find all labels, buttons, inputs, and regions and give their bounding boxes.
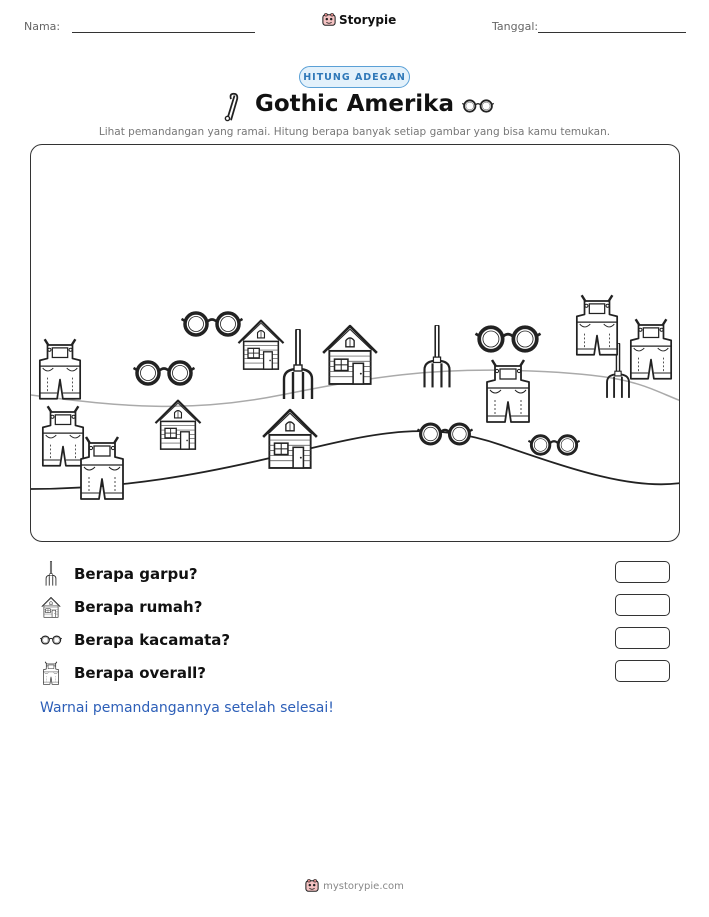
scene-glasses-icon	[475, 327, 540, 350]
brand-name: Storypie	[339, 13, 397, 27]
scene-overalls-icon	[631, 319, 671, 379]
glasses-icon	[462, 98, 494, 114]
instructions: Lihat pemandangan yang ramai. Hitung berapa banyak setiap gambar yang bisa kamu temukan.	[98, 126, 611, 138]
answer-box-overalls[interactable]	[615, 660, 670, 682]
date-label: Tanggal:	[492, 20, 539, 33]
page-title: Gothic Amerika	[255, 91, 454, 117]
answer-box-house[interactable]	[615, 594, 670, 616]
scene-pitchfork-icon	[425, 325, 450, 387]
overalls-icon	[41, 661, 61, 685]
coloring-prompt: Warnai pemandangannya setelah selesai!	[40, 700, 334, 716]
scene-glasses-icon	[528, 436, 579, 454]
name-field[interactable]	[72, 32, 255, 33]
question-glasses	[40, 627, 670, 653]
storypie-logo-icon	[305, 879, 319, 893]
scene-pitchfork-icon	[284, 329, 312, 399]
footer-site: mystorypie.com	[323, 880, 404, 892]
question-label: Berapa rumah?	[74, 598, 203, 616]
question-label: Berapa kacamata?	[74, 631, 231, 649]
question-label: Berapa garpu?	[74, 565, 198, 583]
glasses-icon	[40, 633, 62, 647]
footer	[0, 879, 709, 893]
scene-house-icon	[238, 321, 283, 370]
question-pitchfork	[40, 561, 670, 587]
counting-scene	[30, 144, 680, 542]
question-house	[40, 594, 670, 620]
scene-house-icon	[263, 410, 317, 468]
storypie-logo-icon	[322, 13, 336, 27]
scene-glasses-icon	[182, 313, 243, 335]
date-field[interactable]	[538, 32, 686, 33]
scene-glasses-icon	[417, 424, 472, 444]
house-icon	[40, 596, 62, 618]
question-overalls	[40, 660, 670, 686]
scene-overalls-icon	[81, 437, 123, 499]
pitchfork-icon	[44, 561, 58, 587]
scene-overalls-icon	[43, 406, 83, 466]
storypie-logo	[322, 13, 396, 27]
answer-box-pitchfork[interactable]	[615, 561, 670, 583]
scene-house-icon	[323, 326, 377, 384]
scene-glasses-icon	[134, 362, 195, 384]
scene-overalls-icon	[40, 339, 80, 399]
scene-overalls-icon	[577, 295, 617, 355]
answer-box-glasses[interactable]	[615, 627, 670, 649]
name-label: Nama:	[24, 20, 61, 33]
scene-house-icon	[155, 401, 200, 450]
scene-illustration	[31, 145, 680, 542]
question-label: Berapa overall?	[74, 664, 206, 682]
activity-badge: HITUNG ADEGAN	[299, 66, 410, 88]
front-hill-line	[31, 431, 680, 489]
scene-overalls-icon	[487, 360, 529, 422]
